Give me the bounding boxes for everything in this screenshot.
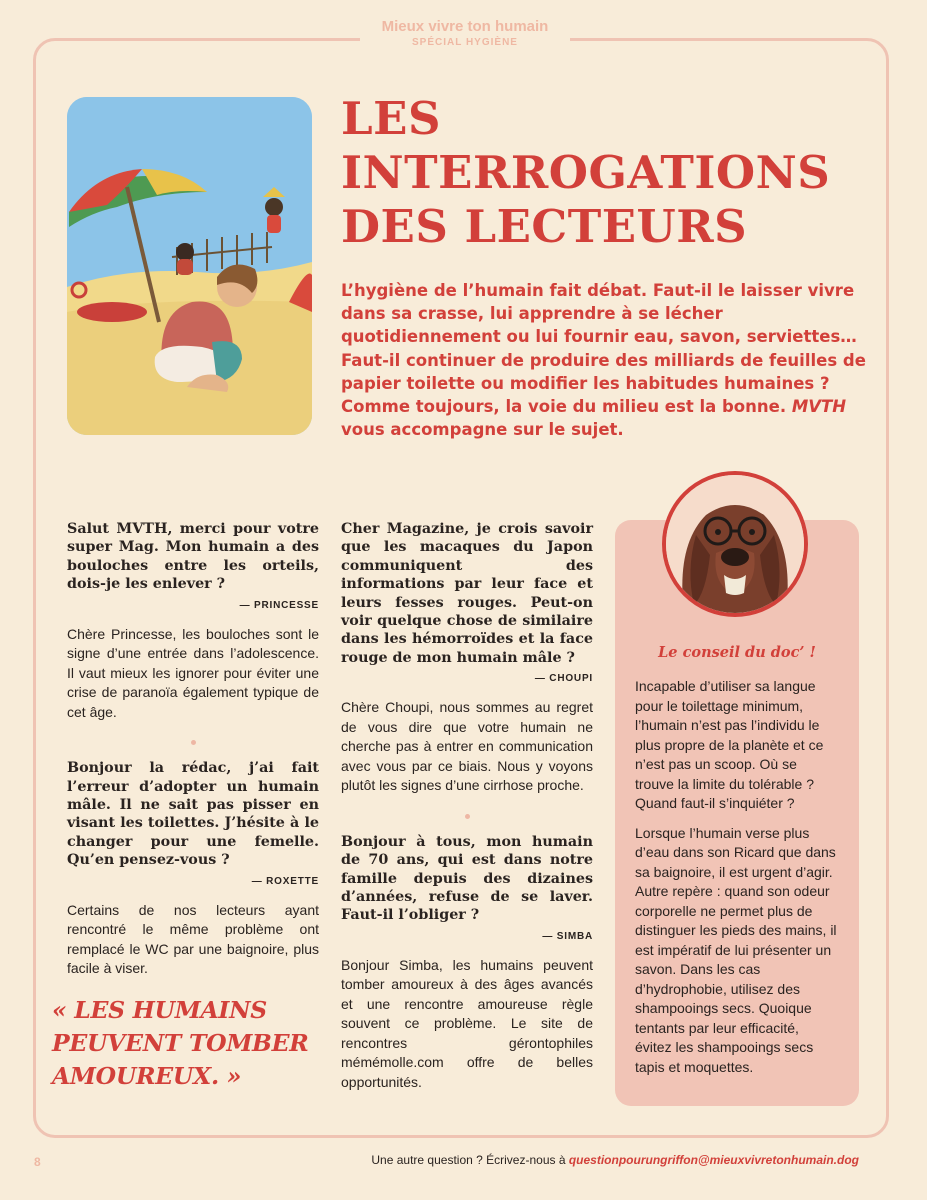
intro-brand: MVTH bbox=[791, 397, 847, 417]
letters-column-2 bbox=[341, 520, 593, 1092]
footer-email-link[interactable]: questionpourungriffon@mieuxvivretonhumain.dog bbox=[568, 1153, 859, 1167]
letter-signature: — PRINCESSE bbox=[239, 599, 319, 611]
section-label: SPÉCIAL HYGIÈNE bbox=[412, 37, 518, 48]
intro-end: vous accompagne sur le sujet. bbox=[341, 420, 624, 440]
title-line-1: LES bbox=[341, 92, 441, 145]
letters-column-1 bbox=[67, 520, 319, 979]
doc-advice-paragraph: Lorsque l’humain verse plus d’eau dans son Ricard que dans sa baignoire, il est urgent d’agir. Autre repère : quand son odeur corporelle ne permet plus de distinguer les pieds des mains, il est impératif de lui présenter un savon. Dans les cas d’hydrophobie, utilisez des shampooings secs. Quoique tentants par leur efficacité, évitez les shampooings secs tapis et moquettes. bbox=[635, 824, 837, 1075]
article-title bbox=[341, 92, 881, 254]
title-line-2: INTERROGATIONS bbox=[341, 146, 831, 199]
pull-quote: « LES HUMAINS PEUVENT TOMBER AMOUREUX. » bbox=[52, 996, 309, 1090]
letter-answer: Certains de nos lecteurs ayant rencontré le même problème ont remplacé le WC par une baignoire, plus facile à viser. bbox=[67, 901, 319, 977]
letter-answer: Bonjour Simba, les humains peuvent tomber amoureux à des âges avancés et une rencontre amoureuse règle souvent ce problème. Le site de rencontres gérontophiles mémémolle.com offre de belles opportunités. bbox=[341, 956, 593, 1090]
doc-dog-portrait bbox=[662, 471, 808, 617]
letter-question: Salut MVTH, merci pour votre super Mag. Mon humain a des bouloches entre les orteils, dois-je les enlever ? bbox=[67, 521, 319, 593]
letter-signature: — CHOUPI bbox=[534, 673, 593, 685]
letter-signature: — SIMBA bbox=[542, 930, 593, 942]
doc-advice-title: Le conseil du doc’ ! bbox=[658, 644, 816, 661]
separator-dot bbox=[465, 814, 470, 819]
title-line-3: DES LECTEURS bbox=[341, 200, 748, 253]
letter-answer: Chère Choupi, nous sommes au regret de vous dire que votre humain ne cherche pas à entrer en communication avec vous par ce biais. Nous y voyons plutôt les signes d’une cirrhose proche. bbox=[341, 699, 593, 794]
magazine-header bbox=[360, 18, 570, 50]
footer-contact bbox=[371, 1153, 859, 1167]
article-intro bbox=[341, 279, 871, 441]
letter-answer: Chère Princesse, les bouloches sont le signe d’une entrée dans l’adolescence. Il vaut mieux les ignorer pour éviter une crise de paranoïa également typique de cet âge. bbox=[67, 625, 319, 720]
beach-illustration bbox=[67, 97, 312, 435]
footer-prompt: Une autre question ? Écrivez-nous à bbox=[371, 1153, 569, 1167]
letter-signature: — ROXETTE bbox=[251, 875, 319, 887]
intro-text: L’hygiène de l’humain fait débat. Faut-il le laisser vivre dans sa crasse, lui apprendre à se lécher quotidiennement ou lui fournir eau, savon, serviettes… Faut-il continuer de produire des milliards de feuilles de papier toilette ou modifier les habitudes humaines ? Comme toujours, la voie du milieu est la bonne. bbox=[341, 281, 866, 417]
letter-question: Bonjour à tous, mon humain de 70 ans, qui est dans notre famille depuis des dizaines d’années, refuse de se laver. Faut-il l’obliger ? bbox=[341, 833, 593, 924]
page-number: 8 bbox=[34, 1155, 41, 1169]
letter-question: Cher Magazine, je crois savoir que les macaques du Japon communiquent des informations par leur face et leurs fesses rouges. Peut-on voir quelque chose de similaire dans les hémorroïdes et la face rouge de mon humain mâle ? bbox=[341, 521, 593, 666]
separator-dot bbox=[191, 740, 196, 745]
magazine-title: Mieux vivre ton humain bbox=[381, 18, 549, 35]
letter-question: Bonjour la rédac, j’ai fait l’erreur d’adopter un humain mâle. Il ne sait pas pisser en visant les toilettes. J’hésite à le changer pour une femelle. Qu’en pensez-vous ? bbox=[67, 760, 319, 869]
doc-advice-paragraph: Incapable d’utiliser sa langue pour le toilettage minimum, l’humain n’est pas l’individu le plus propre de la planète et ce n’est pas un scoop. Où se trouve la limite du tolérable ? Quand faut-il s’inquiéter ? bbox=[635, 678, 824, 811]
